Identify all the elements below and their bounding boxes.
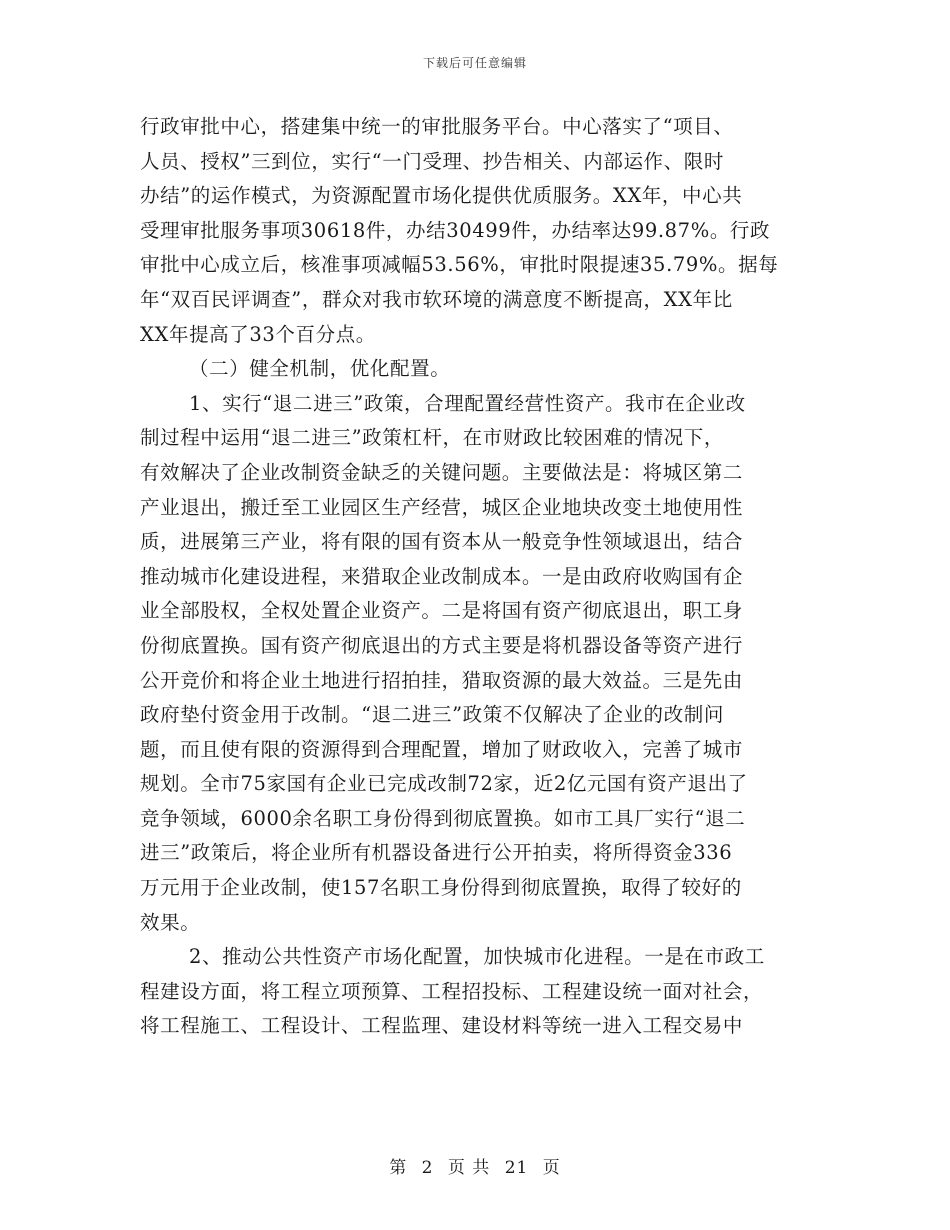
text-line: 进三”政策后，将企业所有机器设备进行公开拍卖，将所得资金336 <box>140 841 733 865</box>
footer-middle: 页 共 <box>447 1158 491 1178</box>
footer-suffix: 页 <box>542 1158 561 1178</box>
section-heading: （二）健全机制，优化配置。 <box>189 357 451 381</box>
text-line: 有效解决了企业改制资金缺乏的关键问题。主要做法是：将城区第二 <box>140 460 744 484</box>
text-line: 规划。全市75家国有企业已完成改制72家，近2亿元国有资产退出了 <box>140 772 748 796</box>
text-line: 效果。 <box>140 910 201 934</box>
text-line: 人员、授权”三到位，实行“一门受理、抄告相关、内部运作、限时 <box>140 149 724 173</box>
text-line: 质，进展第三产业，将有限的国有资本从一般竞争性领域退出，结合 <box>140 530 744 554</box>
text-line: 政府垫付资金用于改制。“退二进三”政策不仅解决了企业的改制问 <box>140 703 724 727</box>
page-total: 21 <box>504 1158 529 1178</box>
text-line: 产业退出，搬迁至工业园区生产经营，城区企业地块改变土地使用性 <box>140 495 744 519</box>
text-line: 题，而且使有限的资源得到合理配置，增加了财政收入，完善了城市 <box>140 737 744 761</box>
document-body <box>140 110 810 1044</box>
text-line: 竞争领域，6000余名职工身份得到彻底置换。如市工具厂实行“退二 <box>140 806 746 830</box>
text-line: XX年提高了33个百分点。 <box>140 322 376 346</box>
text-line: 万元用于企业改制，使157名职工身份得到彻底置换，取得了较好的 <box>140 876 742 900</box>
text-line: 份彻底置换。国有资产彻底退出的方式主要是将机器设备等资产进行 <box>140 633 744 657</box>
text-line: 公开竞价和将企业土地进行招拍挂，猎取资源的最大效益。三是先由 <box>140 668 744 692</box>
text-line: 行政审批中心，搭建集中统一的审批服务平台。中心落实了“项目、 <box>140 115 734 138</box>
text-line: 审批中心成立后，核准事项减幅53.56%，审批时限提速35.79%。据每 <box>140 253 779 277</box>
paragraph-start-line: 1、实行“退二进三”政策，合理配置经营性资产。我市在企业改 <box>189 391 746 415</box>
text-line: 办结”的运作模式，为资源配置市场化提供优质服务。XX年，中心共 <box>140 184 743 208</box>
page-number: 2 <box>421 1158 434 1178</box>
header-text: 下载后可任意编辑 <box>422 56 527 70</box>
text-line: 受理审批服务事项30618件，办结30499件，办结率达99.87%。行政 <box>140 218 771 242</box>
text-line: 推动城市化建设进程，来猎取企业改制成本。一是由政府收购国有企 <box>140 564 744 588</box>
text-line: 制过程中运用“退二进三”政策杠杆，在市财政比较困难的情况下， <box>140 426 724 450</box>
page-footer <box>0 1153 950 1178</box>
text-line: 将工程施工、工程设计、工程监理、建设材料等统一进入工程交易中 <box>140 1014 744 1038</box>
text-line: 业全部股权，全权处置企业资产。二是将国有资产彻底退出，职工身 <box>140 599 744 623</box>
text-line: 程建设方面，将工程立项预算、工程招投标、工程建设统一面对社会， <box>140 979 764 1003</box>
footer-prefix: 第 <box>389 1158 408 1178</box>
paragraph-start-line: 2、推动公共性资产市场化配置，加快城市化进程。一是在市政工 <box>189 945 765 969</box>
page-header <box>0 54 950 71</box>
text-line: 年“双百民评调查”，群众对我市软环境的满意度不断提高，XX年比 <box>140 287 733 311</box>
